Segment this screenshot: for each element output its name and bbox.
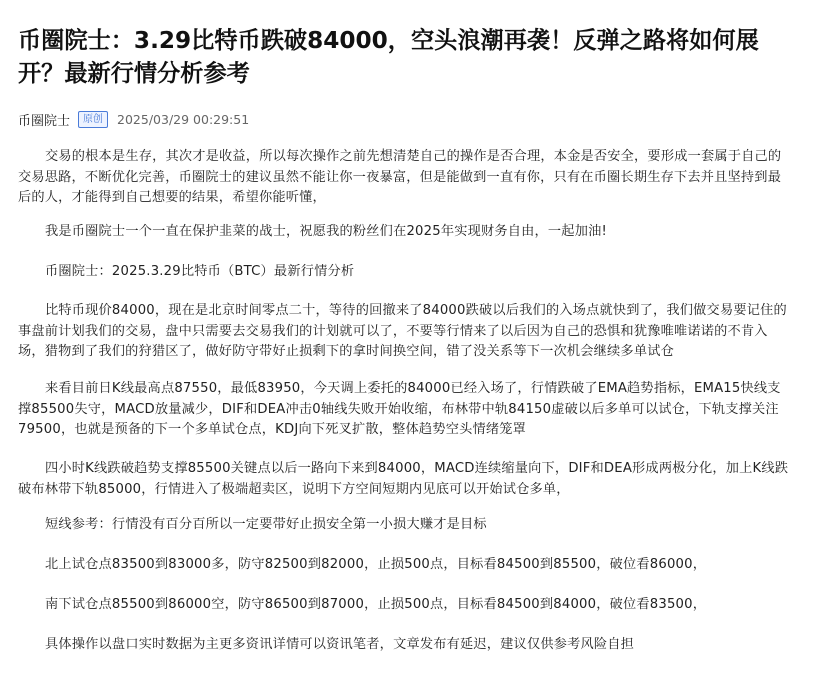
paragraph-disclaimer: 具体操作以盘口实时数据为主更多资讯详情可以资讯笔者，文章发布有延迟，建议仅供参考风险自担: [45, 637, 635, 652]
paragraph-short-entry: 南下试仓点85500到86000空，防守86500到87000，止损500点，目标看84500到84000，破位看83500，: [45, 597, 707, 612]
author-name[interactable]: 币圈院士: [18, 113, 71, 129]
paragraph-4h-kline: 四小时K线跌破趋势支撑85500关键点以后一路向下来到84000，MACD连续缩量向下，DIF和DEA形成两极分化，加上K线跌破布林带下轨85000，行情进入了极端超卖区，说明下方空间短期内见底可以开始试仓多单，: [18, 461, 789, 497]
paragraph-long-entry: 北上试仓点83500到83000多，防守82500到82000，止损500点，目标看84500到85500，破位看86000，: [45, 557, 707, 572]
paragraph-analysis-heading: 币圈院士：2025.3.29比特币（BTC）最新行情分析: [45, 264, 355, 279]
paragraph-short-term-reference: 短线参考：行情没有百分百所以一定要带好止损安全第一小损大赚才是目标: [45, 517, 487, 532]
article-meta: [18, 109, 249, 129]
paragraph-greeting: 我是币圈院士一个一直在保护韭菜的战士，祝愿我的粉丝们在2025年实现财务自由，一起加油!: [45, 224, 607, 239]
publish-date: 2025/03/29 00:29:51: [117, 111, 250, 127]
paragraph-current-price: 比特币现价84000，现在是北京时间零点二十，等待的回撤来了84000跌破以后我们的入场点就快到了，我们做交易要记住的事盘前计划我们的交易，盘中只需要去交易我们的计划就可以了，不要等行情来了以后因为自己的恐惧和犹豫唯唯诺诺的不肯入场，猎物到了我们的狩猎区了，做好防守带好止损剩下的拿时间换空间，错了没关系等下一次机会继续多单试仓: [18, 303, 787, 359]
paragraph-intro: 交易的根本是生存，其次才是收益，所以每次操作之前先想清楚自己的操作是否合理，本金是否安全，要形成一套属于自己的交易思路，不断优化完善，币圈院士的建议虽然不能让你一夜暴富，但是能做到一直有你，只有在币圈长期生存下去并且坚持到最后的人，才能得到自己想要的结果，希望你能听懂，: [18, 149, 782, 205]
original-badge: 原创: [78, 111, 108, 128]
article-title: 币圈院士：3.29比特币跌破84000，空头浪潮再袭！反弹之路将如何展开？最新行情分析参考: [18, 27, 759, 87]
paragraph-daily-kline: 来看目前日K线最高点87550，最低83950，今天调上委托的84000已经入场了，行情跌破了EMA趋势指标，EMA15快线支撑85500失守，MACD放量减少，DIF和DEA冲击0轴线失败开始收缩，布林带中轨84150虚破以后多单可以试仓，下轨支撑关注79500，也就是预备的下一个多单试仓点，KDJ向下死叉扩散，整体趋势空头情绪笼罩: [18, 381, 781, 437]
